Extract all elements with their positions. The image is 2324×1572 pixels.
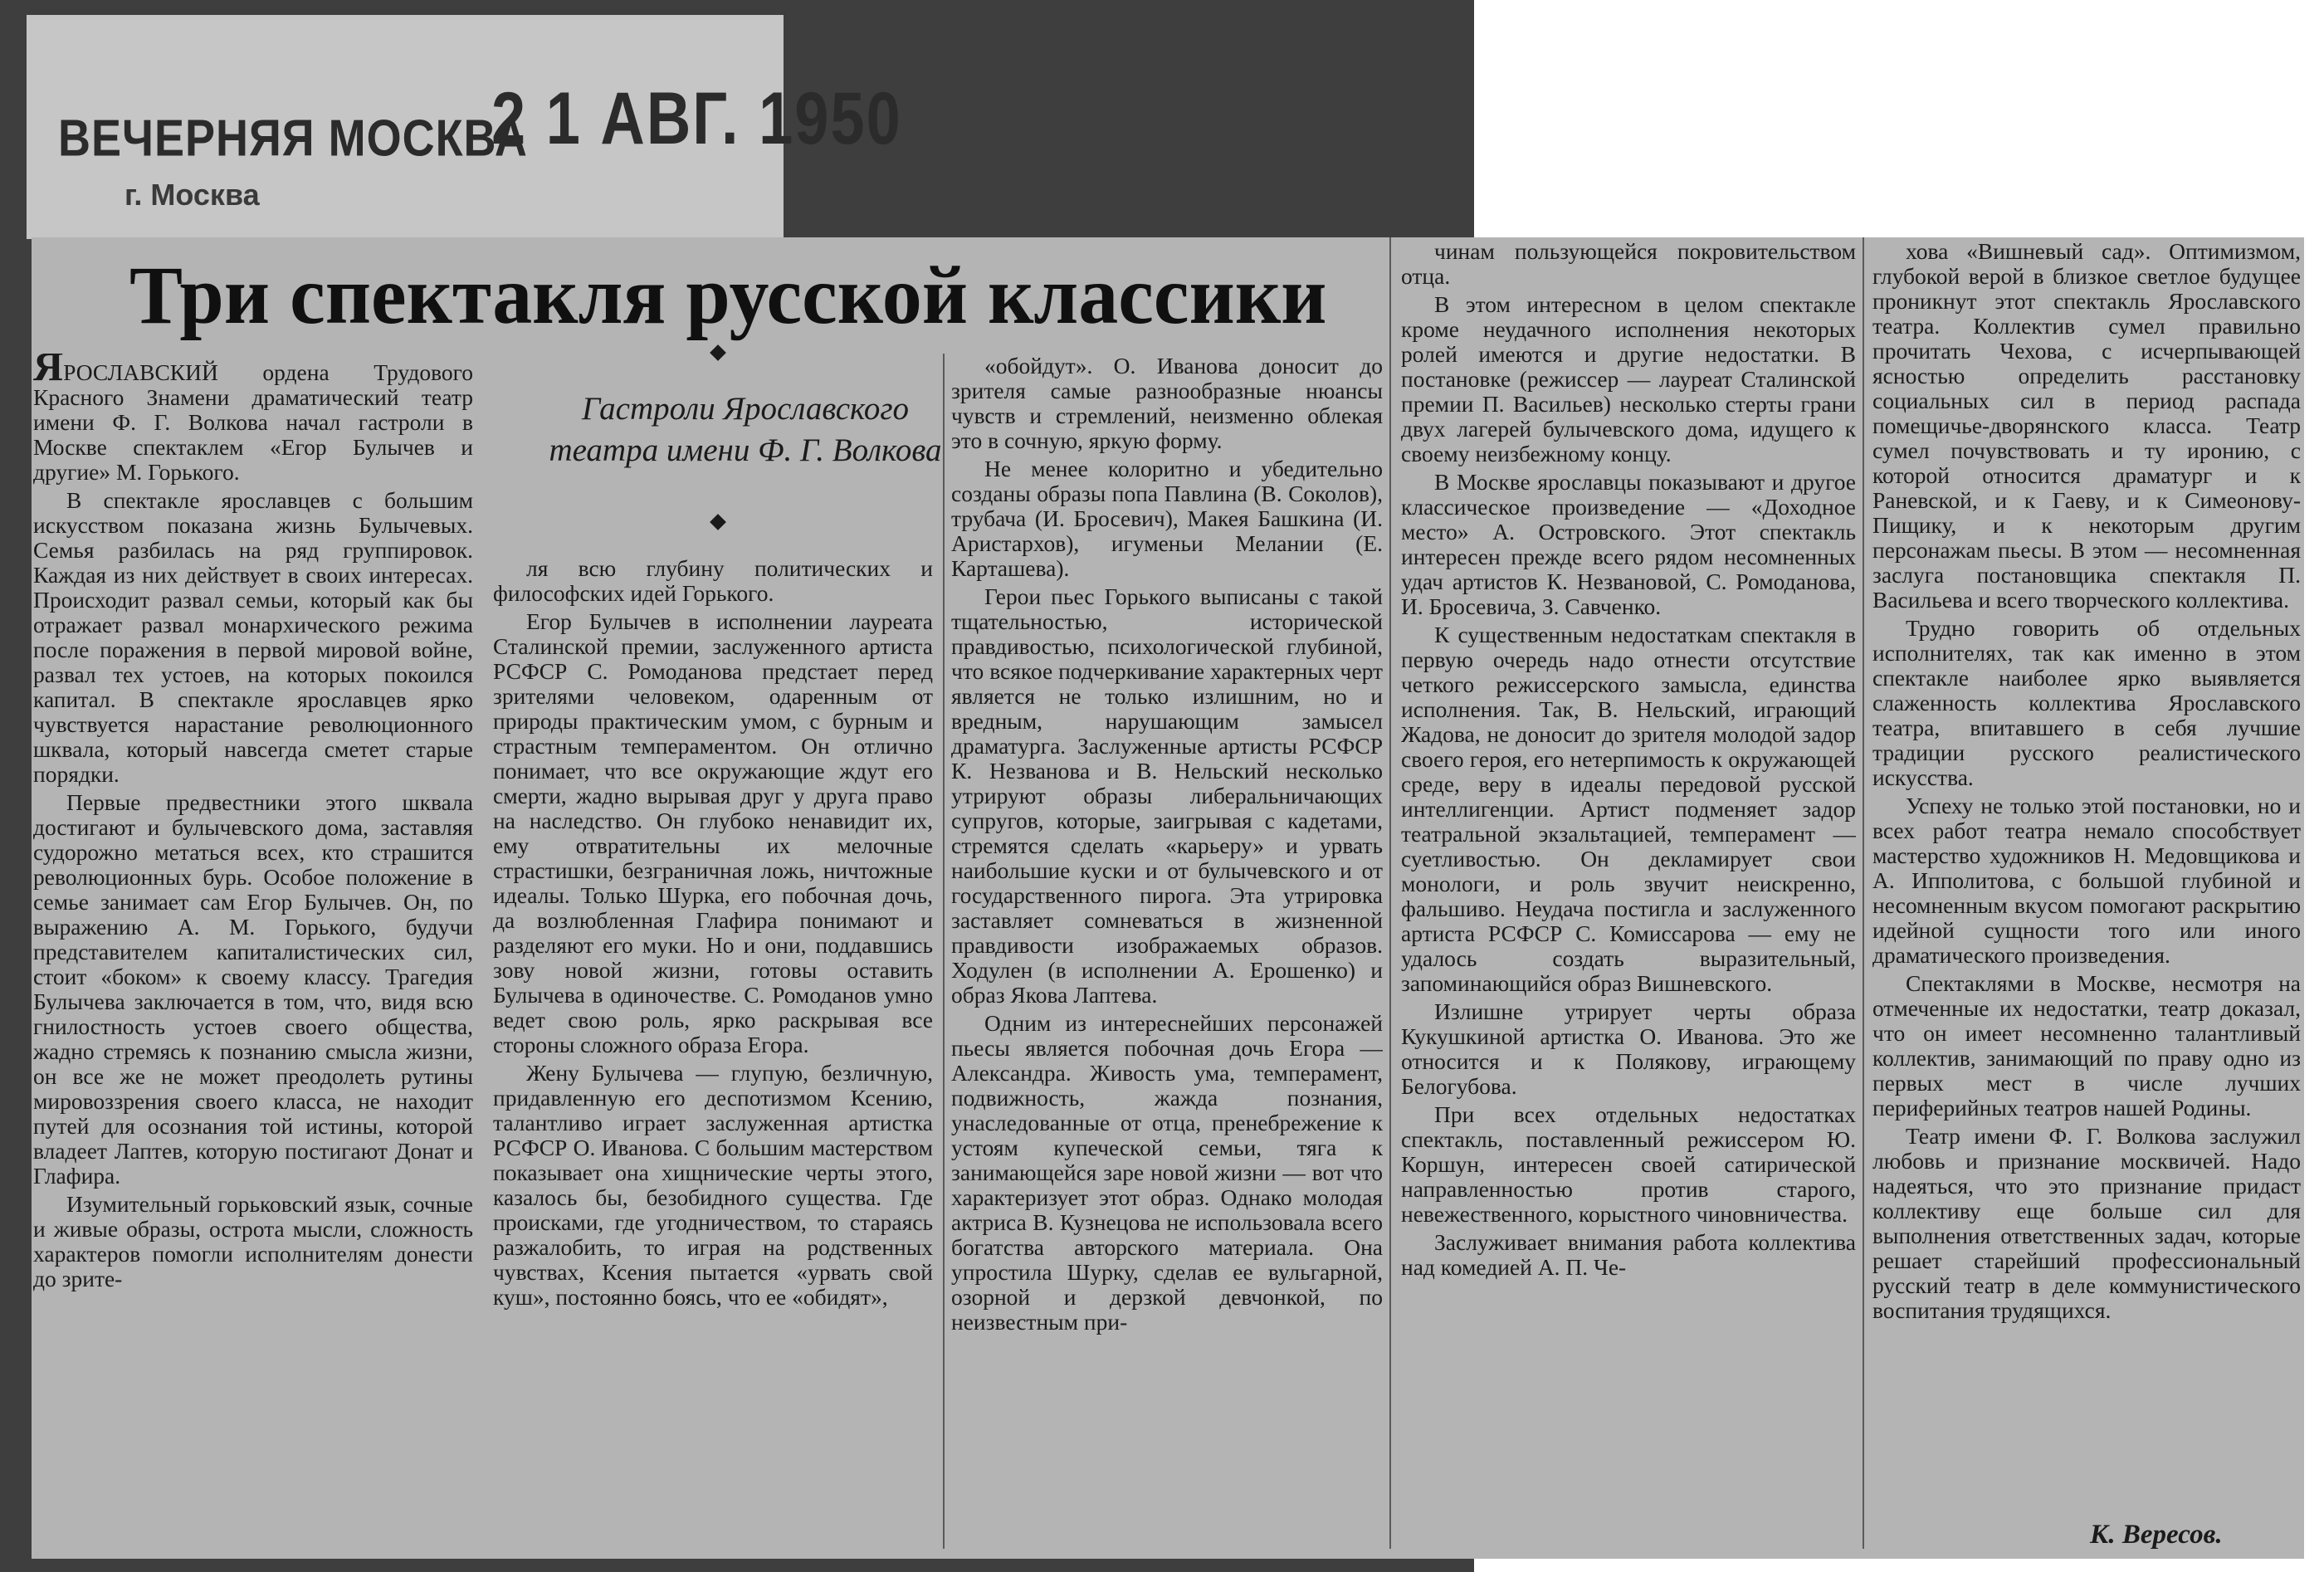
- paragraph: Не менее колоритно и убедительно созданы образы попа Павлина (В. Соколов), трубача (И. Бросевич), Макея Башкина (И. Аристархов), игуменьи Мелании (Е. Карташева).: [951, 456, 1383, 581]
- paragraph: «обойдут». О. Иванова доносит до зрителя самые разнообразные нюансы чувств и стремлений, неизменно облекая это в сочную, яркую форму.: [951, 354, 1383, 453]
- newspaper-name: ВЕЧЕРНЯЯ МОСКВА: [58, 110, 528, 168]
- article-headline: Три спектакля русской классики: [129, 249, 1327, 341]
- paragraph: Одним из интереснейших персонажей пьесы является побочная дочь Егора — Александра. Живость ума, темперамент, подвижность, жажда познания, унаследованные от отца, пренебрежение к устоям купеческой семьи, тяга к занимающейся заре новой жизни — вот что характеризует этот образ. Однако молодая актриса В. Кузнецова не использовала всего богатства авторского материала. Она упростила Шурку, сделав ее вульгарной, озорной и дерзкой девчонкой, по неизвестным при-: [951, 1010, 1383, 1335]
- column-divider: [1863, 237, 1864, 1549]
- paragraph: При всех отдельных недостатках спектакль, поставленный режиссером Ю. Коршун, интересен своей сатирической направленностью против старого, невежественного, корыстного чиновничества.: [1401, 1101, 1856, 1227]
- column-5: [1872, 239, 2301, 1509]
- paragraph: хова «Вишневый сад». Оптимизмом, глубокой верой в близкое светлое будущее проникнут этот спектакль Ярославского театра. Коллектив сумел правильно прочитать Чехова, с исчерпывающей ясностью определить расстановку социальных сил в период распада помещичье-дворянского класса. Театр сумел почувствовать и ту иронию, с которой относится драматург и к Раневской, и к Гаеву, и к Симеонову-Пищику, и к некоторым другим персонажам пьесы. В этом — несомненная заслуга постановщика спектакля П. Васильева и всего творческого коллектива.: [1872, 239, 2301, 613]
- paragraph: Успеху не только этой постановки, но и всех работ театра немало способствует мастерство художников Н. Медовщикова и А. Ипполитова, с большой глубиной и несомненным вкусом помогают раскрытию идейной сущности того или иного драматического произведения.: [1872, 793, 2301, 968]
- column-divider: [1389, 237, 1391, 1549]
- column-2: [493, 556, 933, 1552]
- paragraph: Спектаклями в Москве, несмотря на отмеченные их недостатки, театр доказал, что он имеет несомненно талантливый коллектив, занимающий по праву одно из первых мест в числе лучших периферийных театров нашей Родины.: [1872, 970, 2301, 1120]
- paragraph: К существенным недостаткам спектакля в первую очередь надо отнести отсутствие четкого режиссерского замысла, единства исполнения. Так, В. Нельский, играющий Жадова, не доносит до зрителя молодой задор своего героя, его нетерпимость к окружающей среде, веру в идеалы передовой русской интеллигенции. Артист подменяет задор театральной экзальтацией, темперамент —суетливостью. Он декламирует свои монологи, и роль звучит неискренно, фальшиво. Неудача постигла и заслуженного артиста РСФСР С. Комиссарова — ему не удалось создать выразительный, запоминающийся образ Вишневского.: [1401, 622, 1856, 996]
- paragraph: Герои пьес Горького выписаны с такой тщательностью, исторической правдивостью, психологической глубиной, что всякое подчеркивание характерных черт является не только излишним, но и вредным, нарушающим замысел драматурга. Заслуженные артисты РСФСР К. Незванова и В. Нельский несколько утрируют образы либеральничающих супругов, которые, заигрывая с кадетами, стремятся сделать «карьеру» и урвать наибольшие куски и от булычевского и от государственного пирога. Эта утрировка заставляет сомневаться в жизненной правдивости изображаемых образов. Ходулен (в исполнении А. Ерошенко) и образ Якова Лаптева.: [951, 583, 1383, 1008]
- newspaper-stamp: [27, 15, 902, 239]
- paragraph: В Москве ярославцы показывают и другое классическое произведение — «Доходное место» А. Островского. Этот спектакль интересен прежде всего рядом несомненных удач артистов К. Незвановой, С. Ромоданова, И. Бросевича, З. Савченко.: [1401, 469, 1856, 619]
- paragraph: Заслуживает внимания работа коллектива над комедией А. П. Че-: [1401, 1229, 1856, 1280]
- article-clipping: [32, 237, 2304, 1559]
- column-4: [1401, 239, 1856, 1553]
- paragraph: Изумительный горьковский язык, сочные и живые образы, острота мысли, сложность характеров помогли исполнителям донести до зрите-: [33, 1191, 473, 1291]
- paragraph: чинам пользующейся покровительством отца.: [1401, 239, 1856, 289]
- publication-date: 2 1 АВГ. 1950: [491, 76, 902, 160]
- paragraph: В спектакле ярославцев с большим искусством показана жизнь Булычевых. Семья разбилась на ряд группировок. Каждая из них действует в своих интересах. Происходит развал семьи, который как бы отражает развал монархического режима после поражения в первой мировой войне, развал тех устоев, на которых покоился капитал. В спектакле ярославцев ярко чувствуется нарастание революционного шквала, который навсегда сметет старые порядки.: [33, 487, 473, 787]
- newspaper-city: г. Москва: [124, 178, 260, 212]
- column-divider: [943, 354, 945, 1549]
- ornament-diamond: [710, 514, 726, 530]
- paragraph: Театр имени Ф. Г. Волкова заслужил любовь и признание москвичей. Надо надеяться, что это признание придаст коллективу еще больше сил для выполнения ответственных задач, которые решает старейший профессиональный русский театр в деле коммунистического воспитания трудящихся.: [1872, 1123, 2301, 1323]
- paragraph: ЯРОСЛАВСКИЙ ордена Трудового Красного Знамени драматический театр имени Ф. Г. Волкова начал гастроли в Москве спектаклем «Егор Булычев и другие» М. Горького.: [33, 354, 473, 485]
- column-1: [33, 354, 473, 1553]
- paragraph: Егор Булычев в исполнении лауреата Сталинской премии, заслуженного артиста РСФСР С. Ромоданова предстает перед зрителями человеком, одаренным от природы практическим умом, с бурным и страстным темпераментом. Он отлично понимает, что все окружающие ждут его смерти, жадно вырывая друг у друга право на наследство. Он глубоко ненавидит их, ему отвратительны их мелочные страстишки, безграничная ложь, ничтожные идеалы. Только Шурка, его побочная дочь, да возлюбленная Глафира понимают и разделяют его муки. Но и они, поддавшись зову новой жизни, готовы оставить Булычева в одиночестве. С. Ромоданов умно ведет свою роль, ярко раскрывая все стороны сложного образа Егора.: [493, 608, 933, 1057]
- paragraph: Первые предвестники этого шквала достигают и булычевского дома, заставляя судорожно метаться всех, кто страшится революционных бурь. Особое положение в семье занимает сам Егор Булычев. Он, по выражению А. М. Горького, будучи представителем капиталистических сил, стоит «боком» к своему классу. Трагедия Булычева заключается в том, что, видя всю гнилостность устоев своего общества, жадно стремясь к познанию смысла жизни, он все же не может преодолеть рутины мировоззрения своего класса, не находит путей для осознания той истины, которой владеет Лаптев, которую постигают Донат и Глафира.: [33, 789, 473, 1189]
- article-byline: К. Вересов.: [2090, 1520, 2223, 1550]
- column-3: [951, 354, 1383, 1553]
- paragraph: В этом интересном в целом спектакле кроме неудачного исполнения некоторых ролей имеются и другие недостатки. В постановке (режиссер — лауреат Сталинской премии П. Васильев) несколько стерты грани двух лагерей булычевского дома, идущего к своему неизбежному концу.: [1401, 291, 1856, 466]
- paragraph: Жену Булычева — глупую, безличную, придавленную его деспотизмом Ксению, талантливо играет заслуженная артистка РСФСР О. Иванова. С большим мастерством показывает она хищнические черты этого, казалось бы, безобидного существа. Где происками, где угодничеством, то стараясь разжалобить, то играя на родственных чувствах, Ксения пытается «урвать свой куш», постоянно боясь, что ее «обидят»,: [493, 1060, 933, 1310]
- ornament-diamond: [710, 344, 726, 361]
- article-subheading: Гастроли Ярославского театра имени Ф. Г. Волкова: [549, 391, 942, 468]
- paragraph: Излишне утрирует черты образа Кукушкиной артистка О. Иванова. Это же относится и к Полякову, играющему Белогубова.: [1401, 998, 1856, 1099]
- paragraph: Трудно говорить об отдельных исполнителях, так как именно в этом спектакле наиболее ярко выявляется слаженность коллектива Ярославского театра, впитавшего в себя лучшие традиции русского реалистического искусства.: [1872, 615, 2301, 790]
- paragraph: ля всю глубину политических и философских идей Горького.: [493, 556, 933, 606]
